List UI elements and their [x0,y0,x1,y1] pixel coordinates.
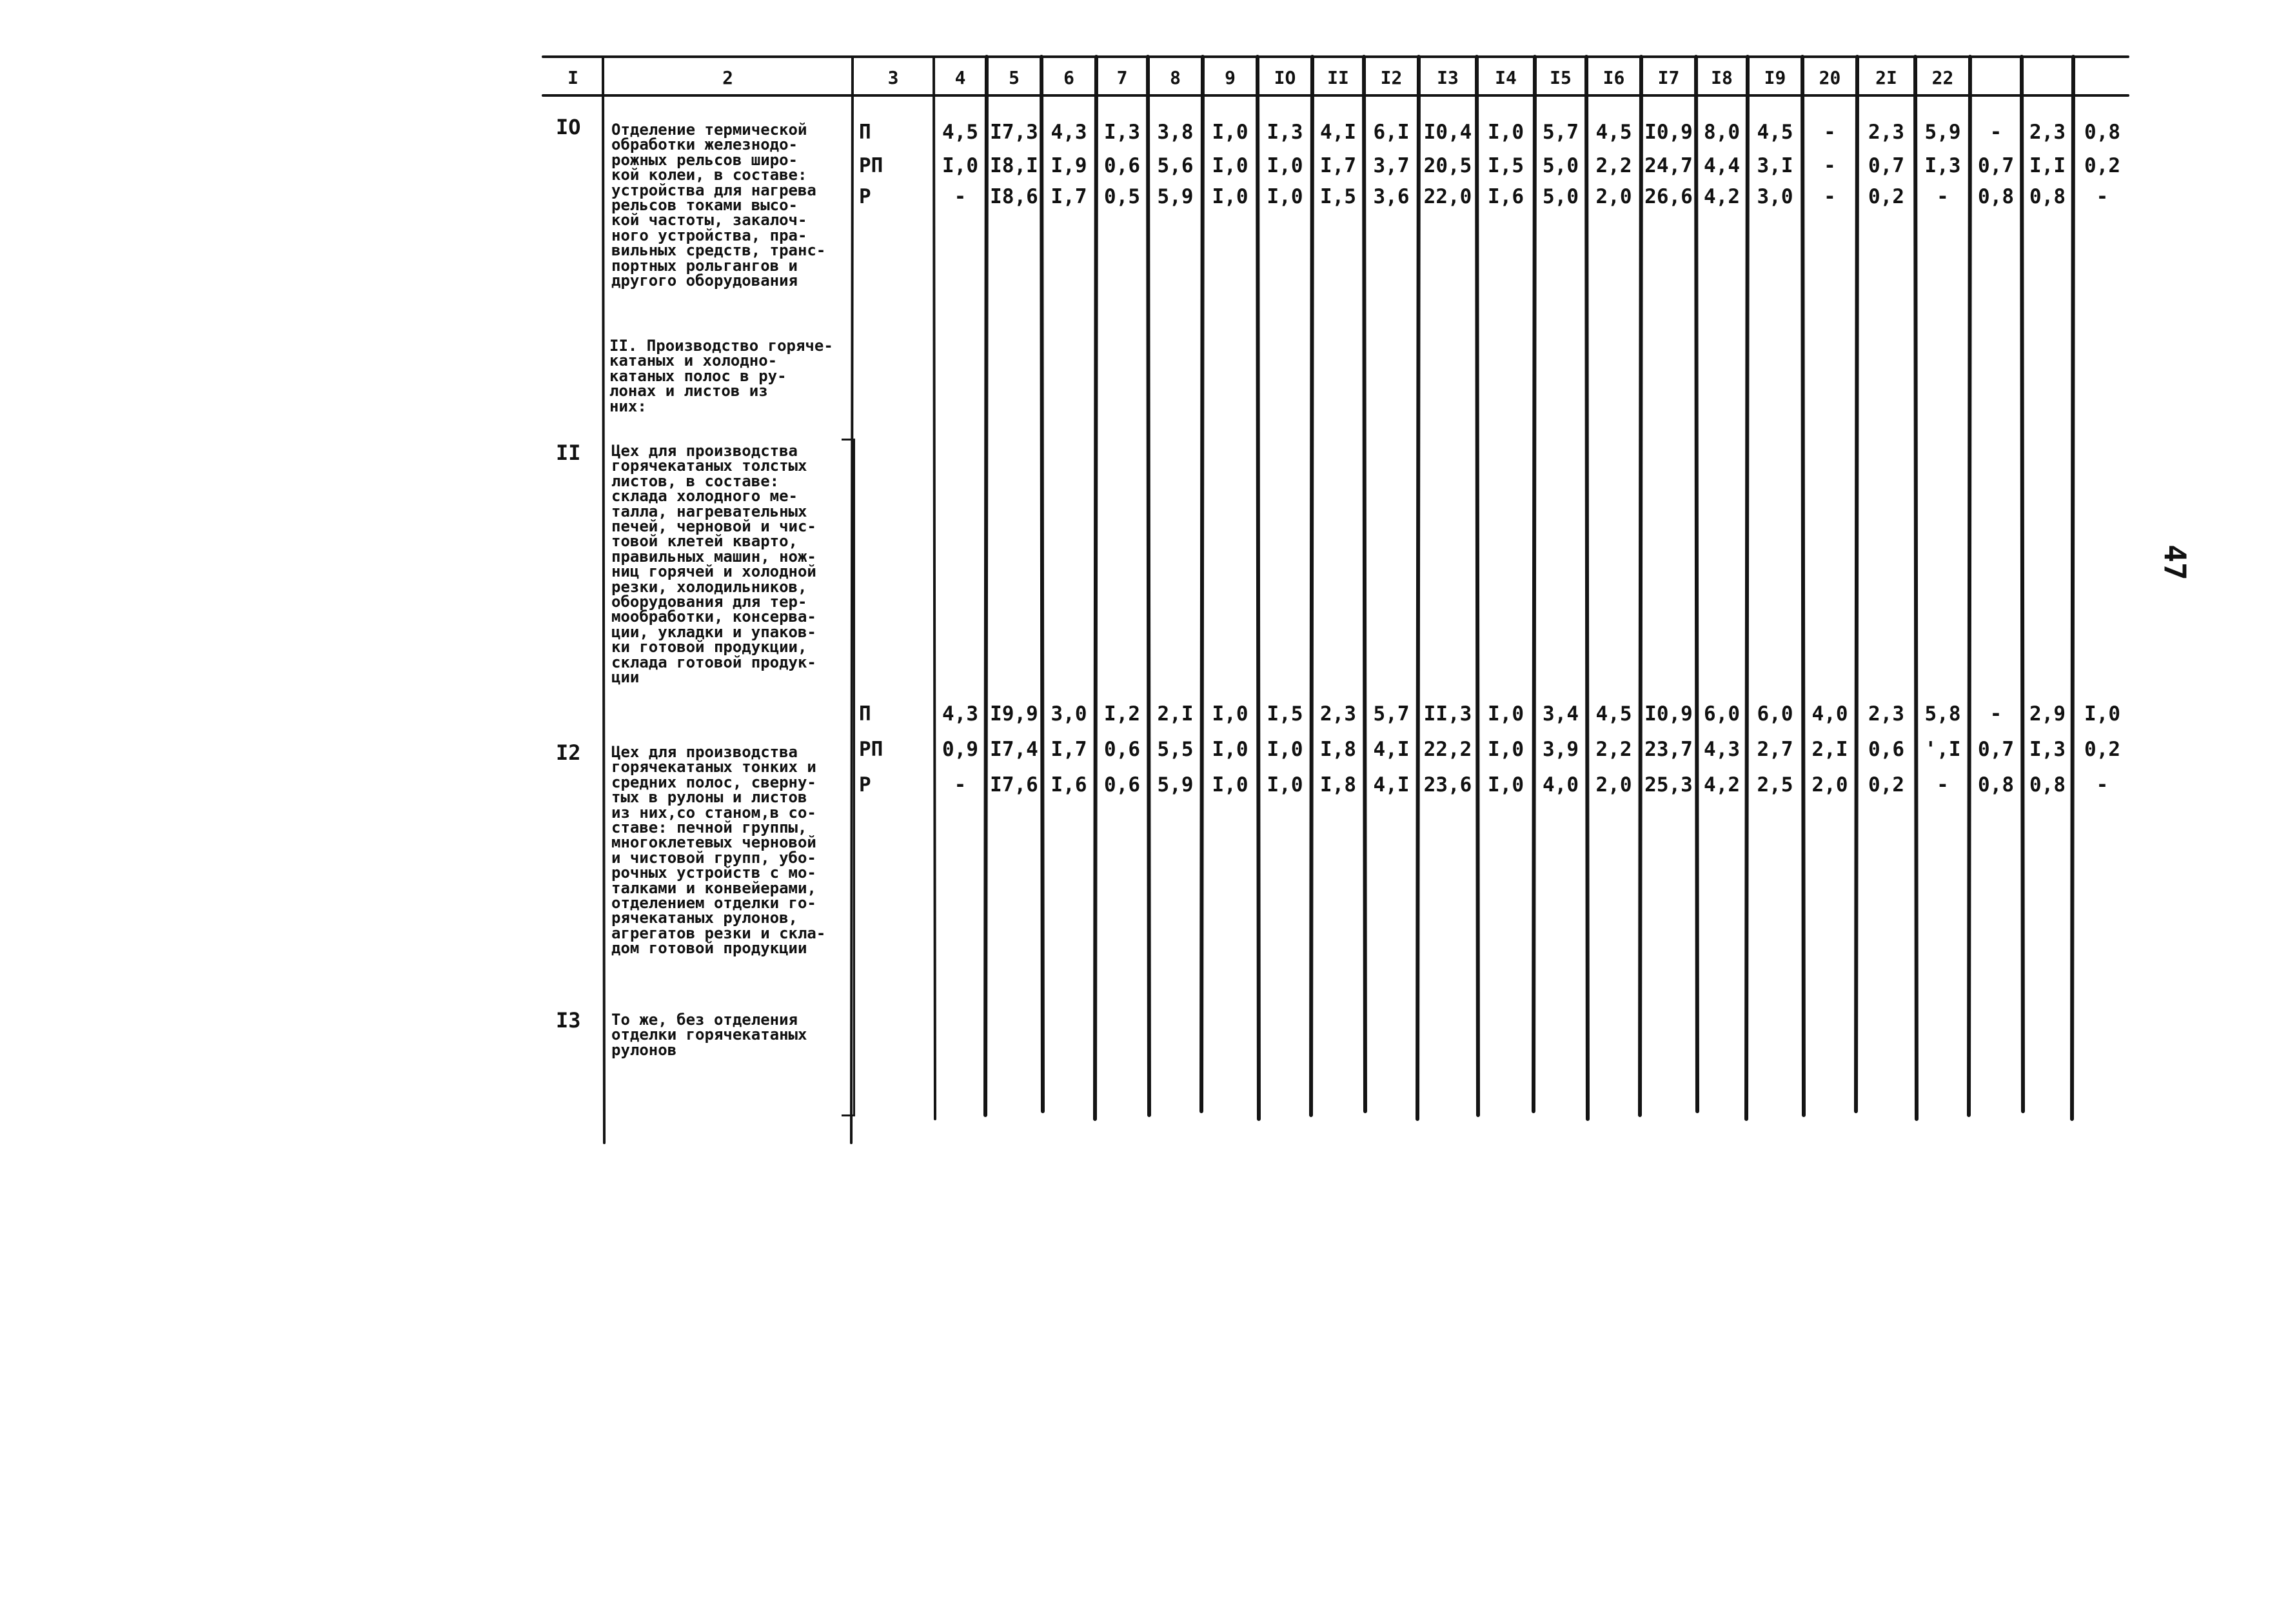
value-cell: 0,6 [1104,738,1140,761]
row-number: IO [556,115,581,139]
value-cell: I,3 [1924,154,1961,177]
description-line: отделением отделки го- [611,894,816,913]
value-cell: 4,3 [1051,121,1087,144]
page-number: 47 [2157,544,2193,580]
header-cell-7: 7 [1116,67,1128,88]
value-cell: ',I [1924,738,1961,761]
row-description [611,745,825,956]
value-cell: - [954,185,967,208]
column-rule-5 [1041,57,1043,1111]
value-cell: I,I [2029,154,2066,177]
value-cell: I,7 [1051,738,1087,761]
value-cell: 5,7 [1543,121,1579,144]
value-cell: 4,3 [1704,738,1740,761]
value-cell: 26,6 [1644,185,1693,208]
value-cell: - [1824,121,1836,144]
description-line: мообработки, консерва- [611,608,816,626]
description-line: другого оборудования [611,272,798,290]
category-code: П [859,702,871,726]
value-cell: - [1989,121,2002,144]
column-rule-1 [603,57,604,1143]
value-cell: 3,0 [1051,702,1087,726]
value-cell: 5,0 [1543,154,1579,177]
value-cell: 25,3 [1644,773,1693,797]
column-rule-19 [1802,57,1804,1115]
header-cell-13: I3 [1437,67,1459,88]
column-rule-23 [2022,57,2023,1111]
value-cell: I,6 [1488,185,1524,208]
value-cell: I,0 [1212,121,1248,144]
value-cell: 6,I [1373,121,1410,144]
column-rule-8 [1201,57,1203,1111]
description-line: склада холодного ме- [611,487,798,506]
value-cell: 2,9 [2029,702,2066,726]
value-cell: 0,8 [1978,773,2014,797]
value-cell: I,5 [1320,185,1356,208]
value-cell: 3,I [1757,154,1793,177]
row-description [611,123,825,288]
header-cell-20: 20 [1819,67,1841,88]
header-cell-22: 22 [1931,67,1954,88]
row-number: I3 [556,1008,581,1033]
description-line: рячекатаных рулонов, [611,909,798,927]
value-cell: 0,8 [1978,185,2014,208]
column-rule-6 [1095,57,1096,1119]
value-cell: 6,0 [1704,702,1740,726]
value-cell: - [2096,773,2109,797]
value-cell: I9,9 [990,702,1038,726]
column-rule-11 [1364,57,1365,1111]
value-cell: 2,7 [1757,738,1793,761]
value-cell: 2,I [1157,702,1194,726]
row-description [611,444,816,686]
description-line: горячекатаных толстых [611,457,807,475]
value-cell: I0,9 [1644,702,1693,726]
value-cell: I,0 [1488,738,1524,761]
value-cell: I,0 [1267,185,1303,208]
column-rule-21 [1915,57,1917,1119]
description-line: отделки горячекатаных [611,1025,807,1044]
value-cell: 0,7 [1978,738,2014,761]
value-cell: 3,8 [1157,121,1194,144]
value-cell: I,5 [1488,154,1524,177]
description-line: правильных машин, нож- [611,547,816,566]
description-line: рожных рельсов широ- [611,150,798,169]
description-line: горячекатаных тонких и [611,758,816,777]
category-code: РП [859,738,883,761]
value-cell: 0,6 [1104,773,1140,797]
value-cell: I8,6 [990,185,1038,208]
value-cell: 4,2 [1704,773,1740,797]
column-rule-17 [1696,57,1697,1111]
value-cell: I,3 [1267,121,1303,144]
value-cell: 5,9 [1157,773,1194,797]
value-cell: I,0 [942,154,978,177]
value-cell: 2,3 [2029,121,2066,144]
value-cell: I,5 [1267,702,1303,726]
value-cell: I,0 [2084,702,2120,726]
value-cell: 20,5 [1423,154,1472,177]
value-cell: 4,5 [1595,121,1632,144]
value-cell: 3,7 [1373,154,1410,177]
header-cell-11: II [1327,67,1349,88]
header-cell-14: I4 [1495,67,1517,88]
value-cell: 4,I [1373,738,1410,761]
description-line: портных рольгангов и [611,256,798,275]
description-line: лонах и листов из [609,382,768,401]
value-cell: 4,4 [1704,154,1740,177]
column-rule-20 [1856,57,1857,1111]
value-cell: 2,0 [1595,773,1632,797]
value-cell: 2,2 [1595,154,1632,177]
column-rule-12 [1417,57,1419,1119]
column-rule-13 [1477,57,1478,1115]
header-cell-4: 4 [954,67,966,88]
value-cell: 0,6 [1868,738,1904,761]
value-cell: I,0 [1488,773,1524,797]
column-rule-9 [1258,57,1259,1119]
value-cell: 4,2 [1704,185,1740,208]
description-line: рельсов токами высо- [611,196,798,215]
value-cell: I,0 [1267,154,1303,177]
column-rule-3 [934,57,935,1119]
description-line: оборудования для тер- [611,593,807,611]
description-line: катаных полос в ру- [609,366,787,385]
header-cell-19: I9 [1764,67,1786,88]
header-cell-1: I [567,67,578,88]
value-cell: 22,2 [1423,738,1472,761]
value-cell: I7,6 [990,773,1038,797]
value-cell: 0,7 [1868,154,1904,177]
description-line: из них,со станом,в со- [611,803,816,822]
description-line: устройства для нагрева [611,181,816,199]
value-cell: 0,2 [2084,738,2120,761]
value-cell: I,0 [1488,702,1524,726]
column-rule-15 [1586,57,1588,1119]
value-cell: - [1937,773,1949,797]
value-cell: 0,2 [2084,154,2120,177]
description-line: печей, черновой и чис- [611,517,816,536]
value-cell: 22,0 [1423,185,1472,208]
category-code: Р [859,773,871,797]
value-cell: 3,0 [1757,185,1793,208]
description-line: них: [609,397,647,415]
value-cell: 4,0 [1811,702,1848,726]
description-line: и чистовой групп, убо- [611,848,816,867]
column-rule-14 [1534,57,1535,1111]
header-cell-21: 2I [1875,67,1897,88]
category-code: П [859,121,871,144]
description-line: ного устройства, пра- [611,226,807,244]
column-rule-10 [1311,57,1312,1115]
value-cell: 23,6 [1423,773,1472,797]
value-cell: I,0 [1212,185,1248,208]
header-cell-12: I2 [1380,67,1403,88]
header-cell-6: 6 [1063,67,1074,88]
header-cell-3: 3 [887,67,899,88]
value-cell: I7,4 [990,738,1038,761]
description-line: ставе: печной группы, [611,818,807,837]
description-line: То же, без отделения [611,1011,798,1029]
description-line: склада готовой продук- [611,653,816,671]
value-cell: I,2 [1104,702,1140,726]
row-number: I2 [556,740,581,765]
value-cell: 4,5 [1595,702,1632,726]
value-cell: - [2096,185,2109,208]
value-cell: 2,3 [1320,702,1356,726]
value-cell: 5,7 [1373,702,1410,726]
header-cell-16: I6 [1603,67,1625,88]
value-cell: I,3 [2029,738,2066,761]
category-code: Р [859,185,871,208]
header-cell-9: 9 [1225,67,1236,88]
value-cell: II,3 [1423,702,1472,726]
column-rule-18 [1746,57,1748,1119]
description-line: рулонов [611,1040,677,1059]
value-cell: I,9 [1051,154,1087,177]
value-cell: 4,I [1320,121,1356,144]
description-line: рочных устройств с мо- [611,864,816,882]
value-cell: I,8 [1320,738,1356,761]
value-cell: 0,6 [1104,154,1140,177]
value-cell: 5,9 [1157,185,1194,208]
description-line: катаных и холодно- [609,352,778,370]
value-cell: - [1824,154,1836,177]
value-cell: I,8 [1320,773,1356,797]
value-cell: 2,0 [1595,185,1632,208]
value-cell: 2,5 [1757,773,1793,797]
header-cell-18: I8 [1711,67,1733,88]
column-rule-24 [2072,57,2073,1119]
value-cell: 3,6 [1373,185,1410,208]
value-cell: 2,3 [1868,121,1904,144]
value-cell: I,7 [1051,185,1087,208]
value-cell: 0,8 [2084,121,2120,144]
description-line: агрегатов резки и скла- [611,924,826,942]
description-line: вильных средств, транс- [611,241,826,260]
column-rule-4 [985,57,987,1115]
description-line: талками и конвейерами, [611,878,816,897]
value-cell: 0,8 [2029,773,2066,797]
row-description [609,339,833,414]
description-line: многоклетевых черновой [611,833,816,852]
value-cell: 4,3 [942,702,978,726]
description-line: обработки железнодо- [611,135,798,154]
value-cell: 0,2 [1868,185,1904,208]
description-line: дом готовой продукции [611,939,807,958]
value-cell: 2,3 [1868,702,1904,726]
description-line: Отделение термической [611,121,807,139]
value-cell: I,0 [1212,738,1248,761]
value-cell: I,6 [1051,773,1087,797]
description-line: Цех для производства [611,743,798,761]
header-cell-15: I5 [1550,67,1572,88]
description-line: Цех для производства [611,442,798,460]
description-line: ции [611,668,640,687]
value-cell: I,0 [1212,773,1248,797]
description-line: листов, в составе: [611,471,780,490]
value-cell: 0,2 [1868,773,1904,797]
value-cell: 0,8 [2029,185,2066,208]
description-line: кой частоты, закалоч- [611,211,807,230]
description-line: тых в рулоны и листов [611,788,807,807]
header-cell-10: IO [1274,67,1296,88]
value-cell: 0,7 [1978,154,2014,177]
value-cell: - [1824,185,1836,208]
value-cell: 8,0 [1704,121,1740,144]
value-cell: 5,5 [1157,738,1194,761]
value-cell: - [1989,702,2002,726]
value-cell: - [954,773,967,797]
value-cell: I,0 [1212,154,1248,177]
description-line: ниц горячей и холодной [611,562,816,581]
value-cell: 0,5 [1104,185,1140,208]
value-cell: I,0 [1212,702,1248,726]
column-rule-22 [1969,57,1970,1115]
value-cell: - [1937,185,1949,208]
value-cell: 4,5 [942,121,978,144]
value-cell: 4,I [1373,773,1410,797]
value-cell: I,0 [1488,121,1524,144]
value-cell: I,0 [1267,773,1303,797]
value-cell: 2,I [1811,738,1848,761]
value-cell: 23,7 [1644,738,1693,761]
value-cell: I7,3 [990,121,1038,144]
value-cell: 6,0 [1757,702,1793,726]
header-cell-2: 2 [722,67,733,88]
value-cell: I0,4 [1423,121,1472,144]
value-cell: I,0 [1267,738,1303,761]
column-rule-7 [1148,57,1149,1115]
description-line: резки, холодильников, [611,577,807,596]
row-description [611,1013,807,1058]
value-cell: 3,9 [1543,738,1579,761]
value-cell: 4,0 [1543,773,1579,797]
value-cell: 0,9 [942,738,978,761]
description-line: II. Производство горяче- [609,337,833,355]
description-line: средних полос, сверну- [611,773,816,791]
value-cell: I8,I [990,154,1038,177]
description-line: талла, нагревательных [611,502,807,520]
header-cell-8: 8 [1170,67,1181,88]
grouping-bracket [842,439,855,1116]
column-rule-16 [1640,57,1641,1115]
description-line: ции, укладки и упаков- [611,622,816,641]
value-cell: I,7 [1320,154,1356,177]
value-cell: 2,0 [1811,773,1848,797]
value-cell: 24,7 [1644,154,1693,177]
value-cell: 5,8 [1924,702,1961,726]
value-cell: 3,4 [1543,702,1579,726]
category-code: РП [859,154,883,177]
value-cell: I,3 [1104,121,1140,144]
value-cell: I0,9 [1644,121,1693,144]
description-line: кой колеи, в составе: [611,166,807,184]
value-cell: 5,9 [1924,121,1961,144]
value-cell: 5,6 [1157,154,1194,177]
row-number: II [556,441,581,465]
description-line: ки готовой продукции, [611,638,807,657]
header-cell-5: 5 [1009,67,1020,88]
header-cell-17: I7 [1657,67,1680,88]
description-line: товой клетей кварто, [611,532,798,551]
value-cell: 4,5 [1757,121,1793,144]
value-cell: 2,2 [1595,738,1632,761]
value-cell: 5,0 [1543,185,1579,208]
